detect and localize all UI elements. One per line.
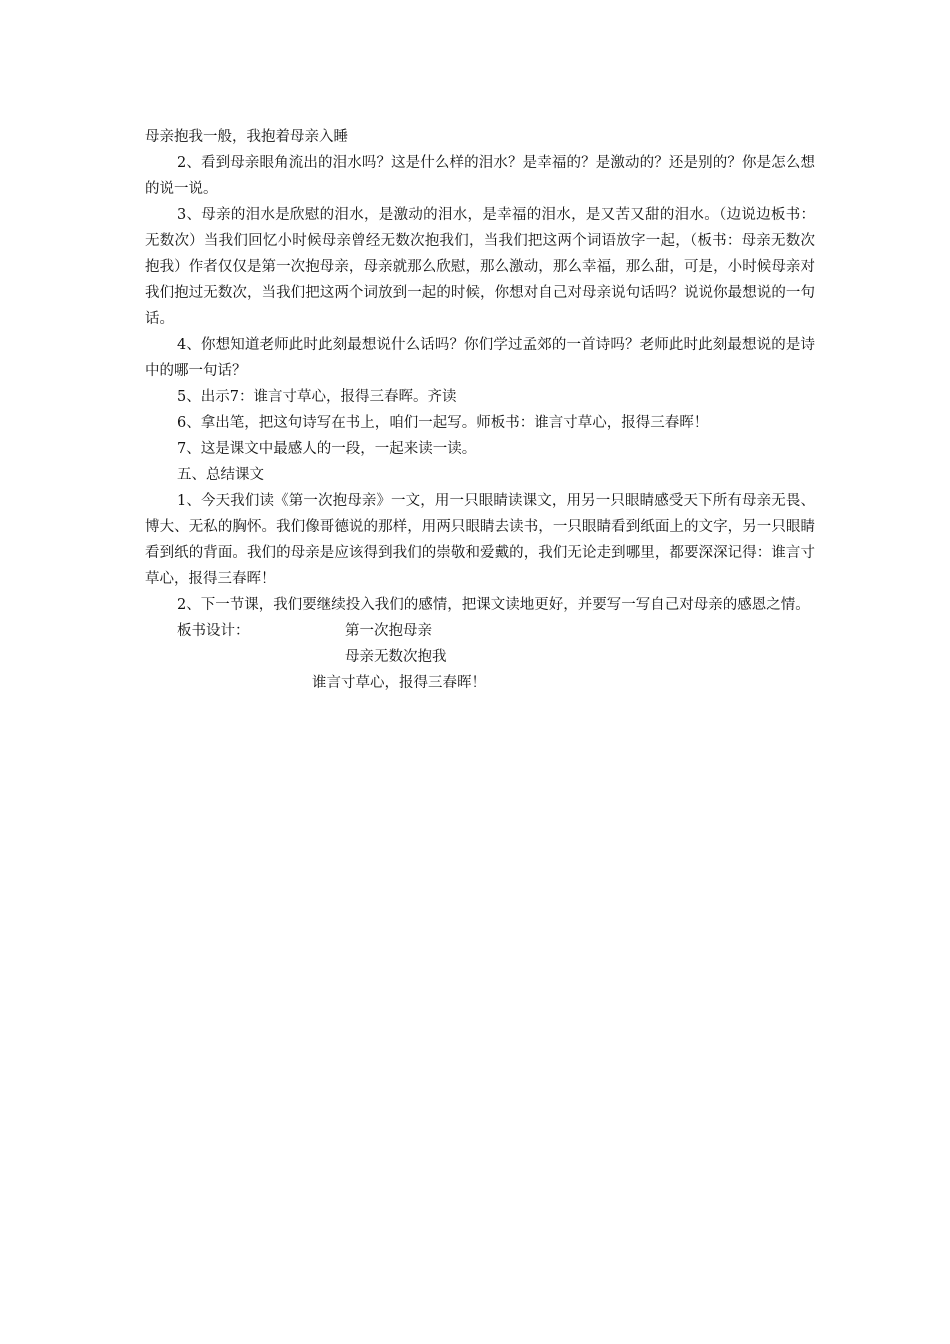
paragraph-continuation: 母亲抱我一般，我抱着母亲入睡: [145, 129, 348, 145]
board-design-line-2: 母亲无数次抱我: [345, 649, 447, 665]
paragraph-item-5: 5、出示7：谁言寸草心，报得三春晖。齐读: [177, 389, 457, 405]
document-body: [145, 124, 815, 696]
board-design-line-1: 第一次抱母亲: [345, 623, 432, 639]
summary-item-2: 2、下一节课，我们要继续投入我们的感情，把课文读地更好，并要写一写自己对母亲的感恩之情。: [177, 597, 810, 613]
paragraph-item-4: 4、你想知道老师此时此刻最想说什么话吗？你们学过孟郊的一首诗吗？老师此时此刻最想说的是诗中的哪一句话？: [145, 337, 815, 379]
paragraph-item-6: 6、拿出笔，把这句诗写在书上，咱们一起写。师板书：谁言寸草心，报得三春晖！: [177, 415, 709, 431]
paragraph-item-2: 2、看到母亲眼角流出的泪水吗？这是什么样的泪水？是幸福的？是激动的？还是别的？你是怎么想的说一说。: [145, 155, 815, 197]
paragraph-item-7: 7、这是课文中最感人的一段，一起来读一读。: [177, 441, 477, 457]
board-design: [145, 618, 815, 696]
summary-item-1: 1、今天我们读《第一次抱母亲》一文，用一只眼睛读课文，用另一只眼睛感受天下所有母亲无畏、博大、无私的胸怀。我们像哥德说的那样，用两只眼睛去读书，一只眼睛看到纸面上的文字，另一只眼睛看到纸的背面。我们的母亲是应该得到我们的崇敬和爱戴的，我们无论走到哪里，都要深深记得：谁言寸草心，报得三春晖！: [145, 493, 815, 587]
board-design-label: 板书设计：: [177, 623, 250, 639]
paragraph-item-3: 3、母亲的泪水是欣慰的泪水，是激动的泪水，是幸福的泪水，是又苦又甜的泪水。（边说边板书：无数次）当我们回忆小时候母亲曾经无数次抱我们，当我们把这两个词语放字一起，（板书：母亲无数次抱我）作者仅仅是第一次抱母亲，母亲就那么欣慰，那么激动，那么幸福，那么甜，可是，小时候母亲对我们抱过无数次，当我们把这两个词放到一起的时候，你想对自己对母亲说句话吗？说说你最想说的一句话。: [145, 207, 815, 327]
board-design-line-3: 谁言寸草心，报得三春晖！: [312, 675, 486, 691]
section-heading: 五、总结课文: [177, 467, 264, 483]
